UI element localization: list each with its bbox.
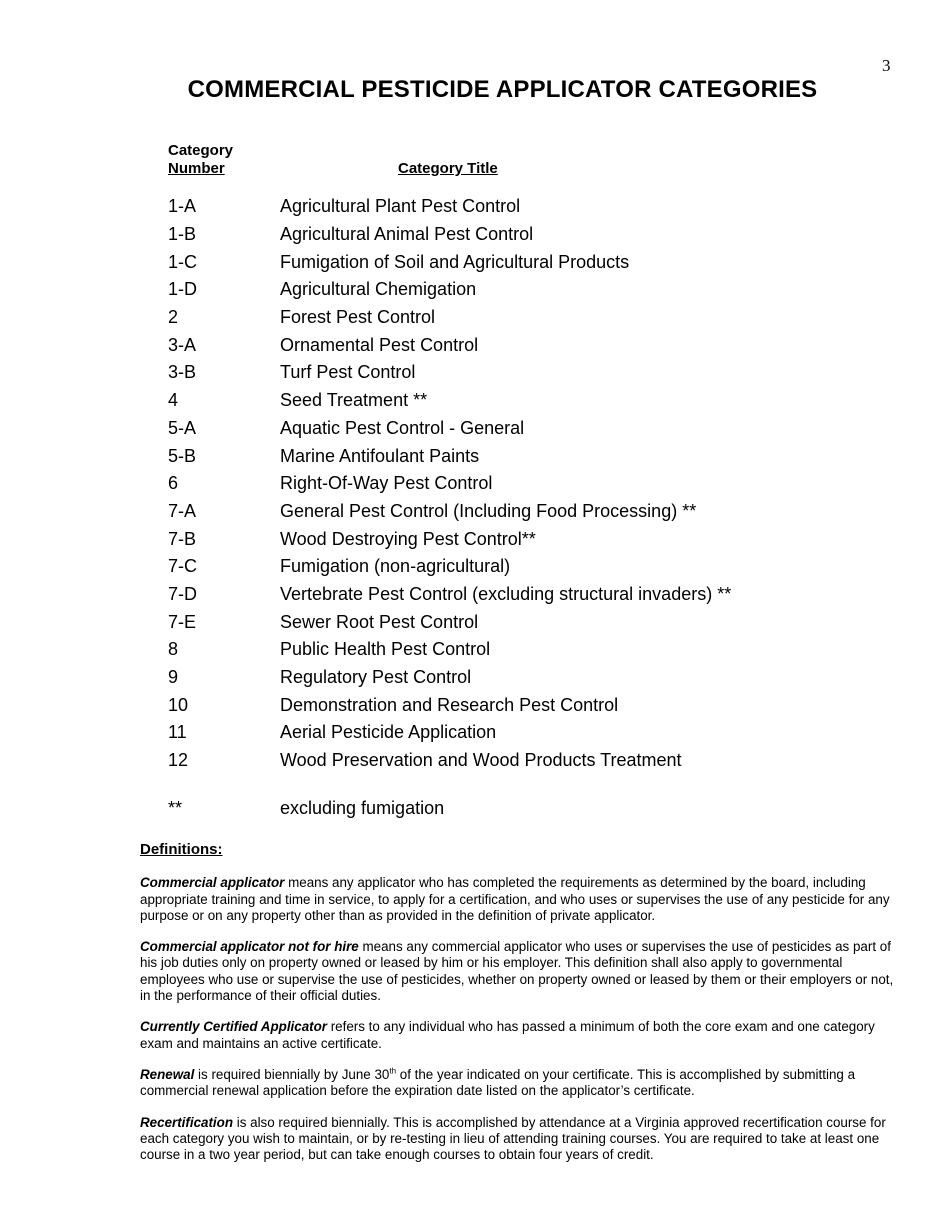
definition-text: is also required biennially. This is accomplished by attendance at a Virginia approved recertification course for each category you wish to maintain, or by re-testing in lieu of attending training courses. You are required to take at least one course in a two year period, but can take enough courses to obtain four years of credit. <box>140 1114 886 1163</box>
category-number: 7-E <box>168 611 197 632</box>
category-row <box>168 553 868 581</box>
category-title: General Pest Control (Including Food Processing) ** <box>280 500 697 521</box>
category-title: Public Health Pest Control <box>280 639 491 660</box>
category-title: Wood Destroying Pest Control** <box>280 528 536 549</box>
category-number: 6 <box>168 473 179 494</box>
category-title: Agricultural Chemigation <box>280 279 477 300</box>
definitions-heading: Definitions: <box>140 841 223 858</box>
category-row <box>168 415 868 443</box>
footnote <box>168 798 444 819</box>
definition-currently-certified <box>140 1019 900 1052</box>
category-number: 5-B <box>168 445 197 466</box>
footnote-marker: ** <box>168 798 183 818</box>
category-title: Regulatory Pest Control <box>280 667 472 688</box>
category-number: 12 <box>168 750 189 771</box>
category-title: Turf Pest Control <box>280 362 416 383</box>
category-title: Agricultural Animal Pest Control <box>280 224 534 245</box>
definition-term: Currently Certified Applicator <box>140 1019 327 1035</box>
page-number: 3 <box>882 56 891 75</box>
category-row <box>168 359 868 387</box>
definition-text-before: is required biennially by June 30 <box>194 1066 390 1082</box>
category-number: 3-B <box>168 362 197 383</box>
category-title: Fumigation (non-agricultural) <box>280 556 511 577</box>
category-title: Sewer Root Pest Control <box>280 611 479 632</box>
category-number: 9 <box>168 667 179 688</box>
category-row <box>168 276 868 304</box>
category-list <box>168 193 868 774</box>
definition-term: Commercial applicator <box>140 875 285 891</box>
page-title: COMMERCIAL PESTICIDE APPLICATOR CATEGORIES <box>187 76 818 103</box>
footnote-text: excluding fumigation <box>280 798 445 818</box>
category-row <box>168 636 868 664</box>
category-row <box>168 664 868 692</box>
category-number-header <box>168 142 233 178</box>
definition-term: Recertification <box>140 1114 234 1130</box>
category-number: 2 <box>168 307 179 328</box>
category-row <box>168 221 868 249</box>
category-title: Seed Treatment ** <box>280 390 428 411</box>
category-number: 8 <box>168 639 179 660</box>
category-title-header: Category Title <box>398 160 498 177</box>
definition-text: means any applicator who has completed the requirements as determined by the board, including appropriate training and time in service, to apply for a certification, and who uses or supervises the use of any pesticide for any purpose or on any property other than as provided in the definition of private applicator. <box>140 875 890 923</box>
category-number: 7-C <box>168 556 198 577</box>
category-title: Right-Of-Way Pest Control <box>280 473 493 494</box>
category-row <box>168 470 868 498</box>
category-title: Wood Preservation and Wood Products Treatment <box>280 750 682 771</box>
category-number-header-line2: Number <box>168 160 225 177</box>
category-title: Aquatic Pest Control - General <box>280 417 525 438</box>
definition-superscript: th <box>389 1066 397 1076</box>
category-title: Marine Antifoulant Paints <box>280 445 480 466</box>
category-row <box>168 498 868 526</box>
definition-recertification <box>140 1115 900 1164</box>
category-title: Fumigation of Soil and Agricultural Products <box>280 251 630 272</box>
category-row <box>168 719 868 747</box>
category-number: 7-D <box>168 583 198 604</box>
category-number: 1-C <box>168 251 198 272</box>
definition-not-for-hire <box>140 939 900 1004</box>
category-title: Aerial Pesticide Application <box>280 722 497 743</box>
category-row <box>168 525 868 553</box>
definition-text: means any commercial applicator who uses or supervises the use of pesticides as part of his job duties only on property owned or leased by him or his employer. This definition shall also apply to governmental employees who use or supervise the use of pesticides, whether on property owned or leased by them or their employers or not, in the performance of their official duties. <box>140 939 894 1004</box>
definitions-section <box>140 842 900 1178</box>
category-row <box>168 691 868 719</box>
definition-text: refers to any individual who has passed a minimum of both the core exam and one category exam and maintains an active certificate. <box>140 1019 875 1051</box>
category-row <box>168 442 868 470</box>
category-number: 5-A <box>168 417 197 438</box>
definition-term: Renewal <box>140 1066 195 1082</box>
category-title: Vertebrate Pest Control (excluding structural invaders) ** <box>280 583 732 604</box>
category-title: Ornamental Pest Control <box>280 334 479 355</box>
category-row <box>168 248 868 276</box>
category-number: 7-B <box>168 528 197 549</box>
category-row <box>168 193 868 221</box>
category-title: Forest Pest Control <box>280 307 436 328</box>
category-number: 3-A <box>168 334 197 355</box>
category-number: 10 <box>168 694 189 715</box>
category-row <box>168 608 868 636</box>
category-number: 1-D <box>168 279 198 300</box>
category-title: Agricultural Plant Pest Control <box>280 196 521 217</box>
definition-term: Commercial applicator not for hire <box>140 939 359 955</box>
category-number: 1-B <box>168 224 197 245</box>
category-row <box>168 581 868 609</box>
category-row <box>168 387 868 415</box>
category-title: Demonstration and Research Pest Control <box>280 694 619 715</box>
category-number: 4 <box>168 390 179 411</box>
category-row <box>168 747 868 775</box>
category-number: 1-A <box>168 196 197 217</box>
definition-renewal <box>140 1067 900 1100</box>
category-row <box>168 331 868 359</box>
category-number: 11 <box>168 722 187 743</box>
category-row <box>168 304 868 332</box>
category-number-header-line1: Category <box>168 142 234 159</box>
definition-text-after: of the year indicated on your certificate. This is accomplished by submitting a commercial renewal application before the expiration date listed on the applicator’s certificate. <box>140 1066 856 1099</box>
category-number: 7-A <box>168 500 197 521</box>
definition-commercial-applicator <box>140 875 900 924</box>
